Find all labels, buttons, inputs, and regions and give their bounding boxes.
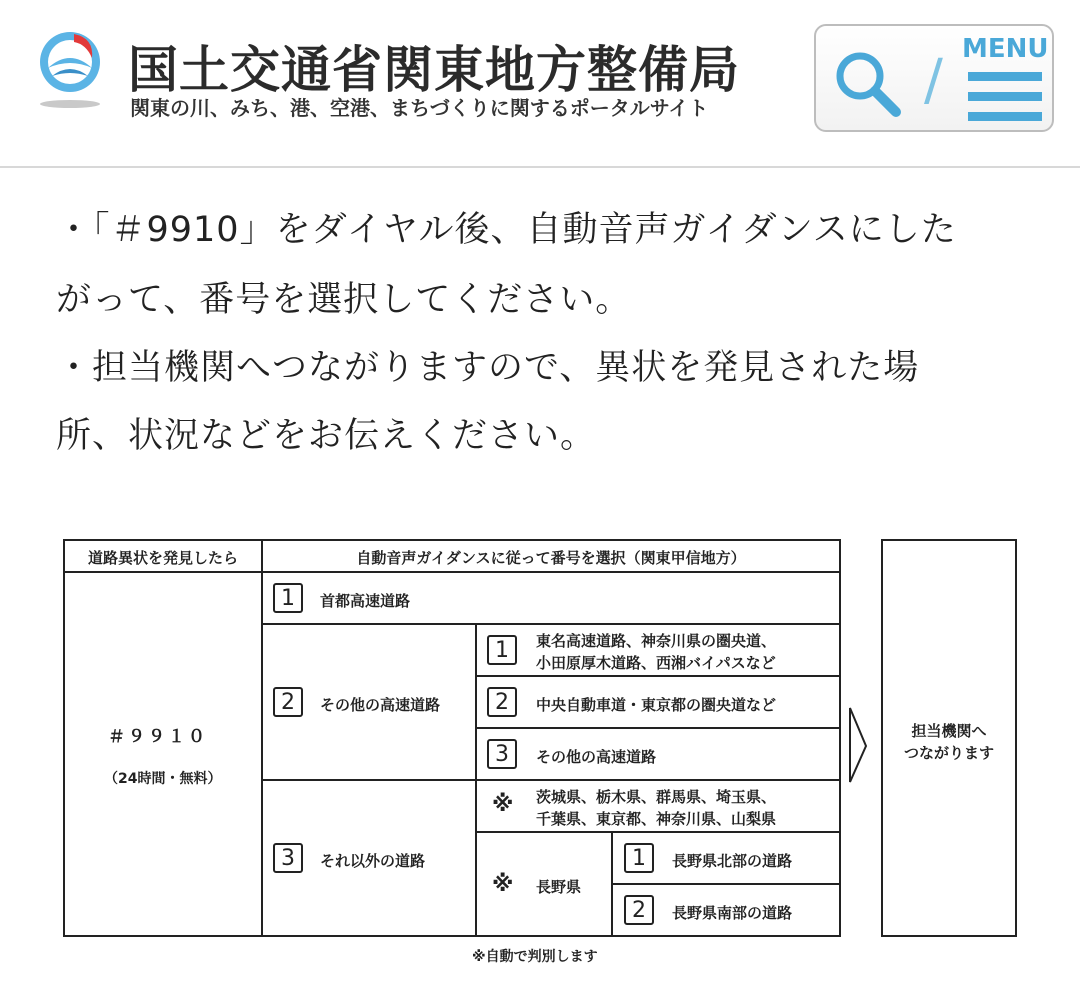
site-header [0, 0, 1080, 166]
note-line: ・担当機関へつながりますので、異状を発見された場 [56, 348, 920, 388]
dial-note: （24時間・無料） [104, 771, 222, 787]
col-header-discover: 道路異状を発見したら [87, 549, 238, 567]
menu-button[interactable] [962, 32, 1049, 128]
sub-option-label: その他の高速道路 [536, 748, 657, 766]
header-nav-box [814, 24, 1054, 132]
option-number: 2 [273, 687, 303, 717]
note-line: ・「＃9910」をダイヤル後、自動音声ガイダンスにした [56, 210, 957, 250]
hotline-flow-diagram [0, 520, 1080, 980]
sub-option-label: 東名高速道路、神奈川県の圏央道、 [536, 632, 777, 650]
auto-detect-mark: ※ [492, 872, 514, 897]
hamburger-bar [968, 92, 1042, 101]
prefecture-label: 長野県 [536, 878, 582, 896]
result-text: 担当機関へ [911, 722, 987, 740]
hamburger-bar [968, 112, 1042, 121]
option-label: それ以外の道路 [320, 852, 426, 870]
note-line: 所、状況などをお伝えください。 [56, 416, 597, 456]
option-number: 1 [273, 583, 303, 613]
nav-divider: / [924, 48, 943, 113]
option-label: その他の高速道路 [320, 696, 441, 714]
hamburger-icon [968, 72, 1042, 81]
sub-option-label: 長野県北部の道路 [672, 852, 793, 870]
header-divider [0, 166, 1080, 168]
result-text: つながります [903, 744, 994, 762]
dial-number: ＃９９１０ [108, 727, 208, 747]
site-subtitle: 関東の川、みち、港、空港、まちづくりに関するポータルサイト [130, 96, 709, 120]
sub-option-number: 3 [487, 739, 517, 769]
sub-option-number: 1 [624, 843, 654, 873]
sub-option-label: 中央自動車道・東京都の圏央道など [536, 696, 777, 714]
search-icon [830, 46, 906, 122]
menu-label: MENU [962, 34, 1049, 64]
sub-option-label: 小田原厚木道路、西湘バイパスなど [536, 654, 776, 672]
option-label: 首都高速道路 [320, 592, 411, 610]
sub-option-number: 2 [624, 895, 654, 925]
col-header-guidance: 自動音声ガイダンスに従って番号を選択（関東甲信地方） [356, 549, 746, 567]
mlit-logo-icon[interactable] [34, 28, 106, 112]
arrow-right-icon [850, 708, 866, 782]
footnote: ※自動で判別します [472, 949, 598, 965]
sub-option-label: 長野県南部の道路 [672, 904, 793, 922]
search-button[interactable] [830, 46, 906, 122]
prefecture-list: 千葉県、東京都、神奈川県、山梨県 [536, 810, 777, 828]
option-number: 3 [273, 843, 303, 873]
sub-option-number: 1 [487, 635, 517, 665]
note-line: がって、番号を選択してください。 [56, 280, 632, 320]
auto-detect-mark: ※ [492, 792, 514, 817]
site-title[interactable]: 国土交通省関東地方整備局 [128, 41, 740, 99]
prefecture-list: 茨城県、栃木県、群馬県、埼玉県、 [536, 788, 777, 806]
sub-option-number: 2 [487, 687, 517, 717]
